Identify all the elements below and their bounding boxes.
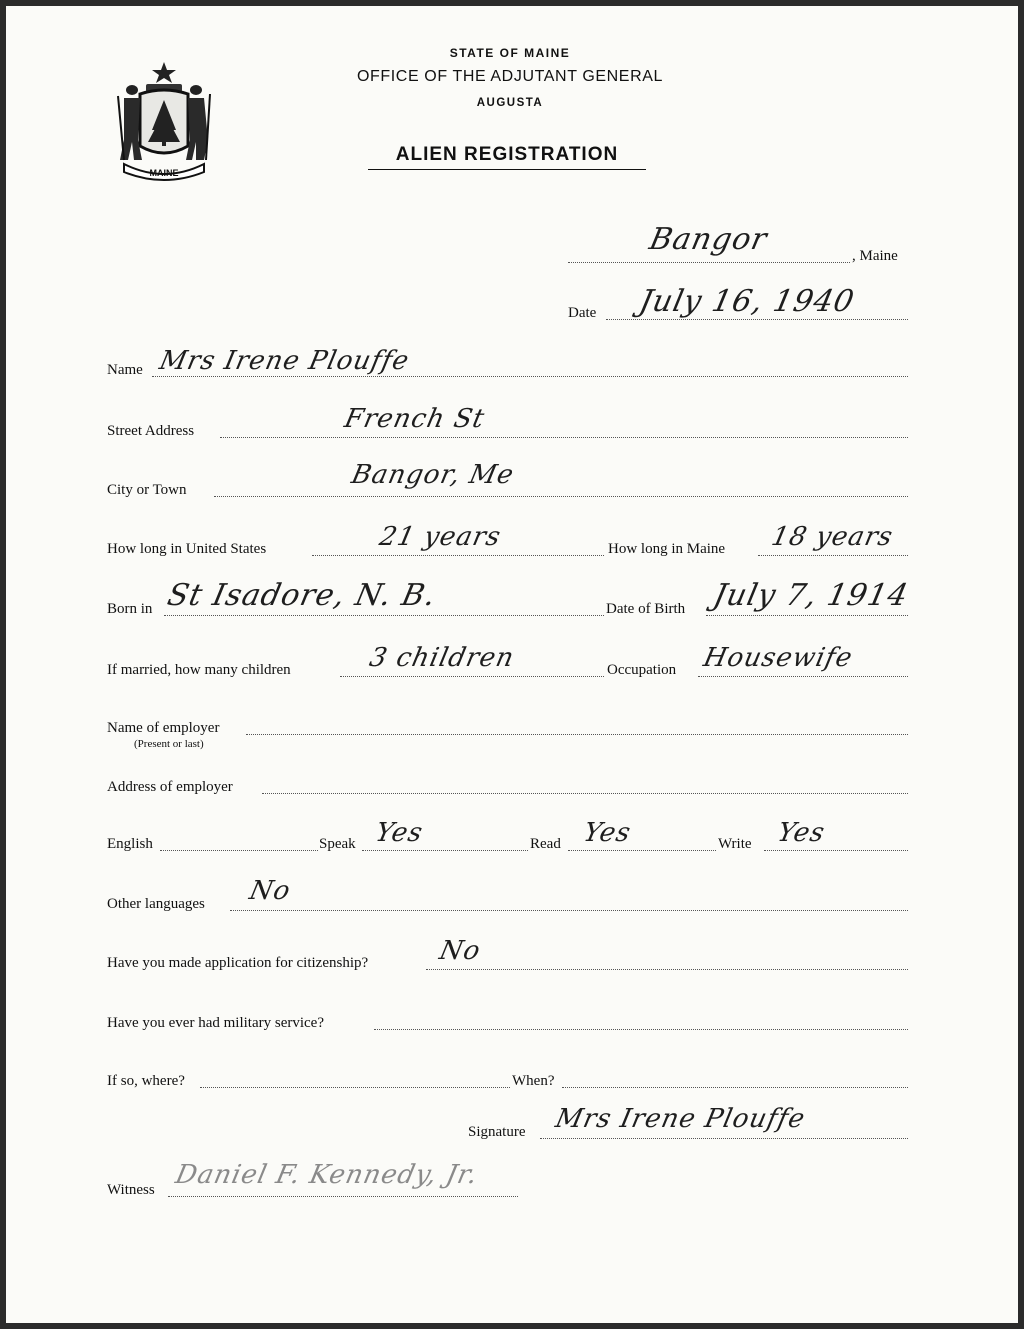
employer-line (246, 734, 908, 735)
other-languages-label: Other languages (107, 896, 205, 912)
born-label: Born in (107, 601, 153, 617)
name-label: Name (107, 362, 143, 378)
maine-handwriting: 18 years (768, 522, 896, 552)
signature-handwriting: Mrs Irene Plouffe (552, 1104, 809, 1134)
seal-lettering: MAINE (149, 168, 179, 178)
military-label: Have you ever had military service? (107, 1015, 324, 1031)
witness-label: Witness (107, 1182, 155, 1198)
place-suffix: , Maine (852, 248, 898, 264)
when-label: When? (512, 1073, 555, 1089)
signature-line (540, 1138, 908, 1139)
name-handwriting: Mrs Irene Plouffe (156, 346, 413, 376)
dob-line (706, 615, 908, 616)
dob-label: Date of Birth (606, 601, 686, 617)
children-handwriting: 3 children (366, 643, 518, 673)
citizenship-label: Have you made application for citizenship? (107, 955, 369, 971)
children-line (340, 676, 604, 677)
office-heading: OFFICE OF THE ADJUTANT GENERAL (356, 68, 664, 85)
signature-label: Signature (468, 1124, 526, 1140)
us-label: How long in United States (107, 541, 267, 557)
street-handwriting: French St (341, 404, 488, 434)
occupation-label: Occupation (607, 662, 677, 678)
children-label: If married, how many children (107, 662, 291, 678)
speak-handwriting: Yes (372, 818, 426, 848)
state-heading: STATE OF MAINE (449, 46, 571, 60)
us-handwriting: 21 years (376, 522, 504, 552)
witness-handwriting: Daniel F. Kennedy, Jr. (172, 1160, 481, 1190)
speak-label: Speak (319, 836, 356, 852)
read-handwriting: Yes (580, 818, 634, 848)
write-handwriting: Yes (774, 818, 828, 848)
us-line (312, 555, 604, 556)
street-label: Street Address (107, 423, 195, 439)
employer-label: Name of employer (107, 720, 220, 736)
date-handwriting: July 16, 1940 (636, 284, 858, 319)
english-line (160, 850, 318, 851)
city-label: City or Town (107, 482, 187, 498)
military-line (374, 1029, 908, 1030)
city-line (214, 496, 908, 497)
street-line (220, 437, 908, 438)
employer-address-line (262, 793, 908, 794)
where-label: If so, where? (107, 1073, 185, 1089)
other-languages-line (230, 910, 908, 911)
born-line (164, 615, 604, 616)
maine-line (758, 555, 908, 556)
place-handwriting: Bangor (646, 222, 771, 257)
witness-line (168, 1196, 518, 1197)
name-line (152, 376, 908, 377)
when-line (562, 1087, 908, 1088)
citizenship-line (426, 969, 908, 970)
speak-line (362, 850, 528, 851)
citizenship-handwriting: No (436, 936, 484, 966)
date-line (606, 319, 908, 320)
occupation-handwriting: Housewife (700, 643, 856, 673)
city-handwriting: Bangor, Me (348, 460, 517, 490)
born-handwriting: St Isadore, N. B. (164, 578, 440, 613)
where-line (200, 1087, 510, 1088)
date-label: Date (568, 305, 597, 321)
dob-handwriting: July 7, 1914 (710, 578, 912, 613)
maine-state-seal (112, 60, 216, 184)
write-line (764, 850, 908, 851)
other-languages-handwriting: No (246, 876, 294, 906)
title-underline (368, 169, 646, 170)
read-line (568, 850, 716, 851)
write-label: Write (718, 836, 752, 852)
employer-address-label: Address of employer (107, 779, 233, 795)
city-heading: AUGUSTA (476, 97, 544, 109)
form-title: ALIEN REGISTRATION (395, 144, 619, 165)
read-label: Read (530, 836, 561, 852)
place-line (568, 262, 850, 263)
occupation-line (698, 676, 908, 677)
employer-sublabel: (Present or last) (134, 738, 204, 750)
english-label: English (107, 836, 153, 852)
maine-label: How long in Maine (608, 541, 726, 557)
